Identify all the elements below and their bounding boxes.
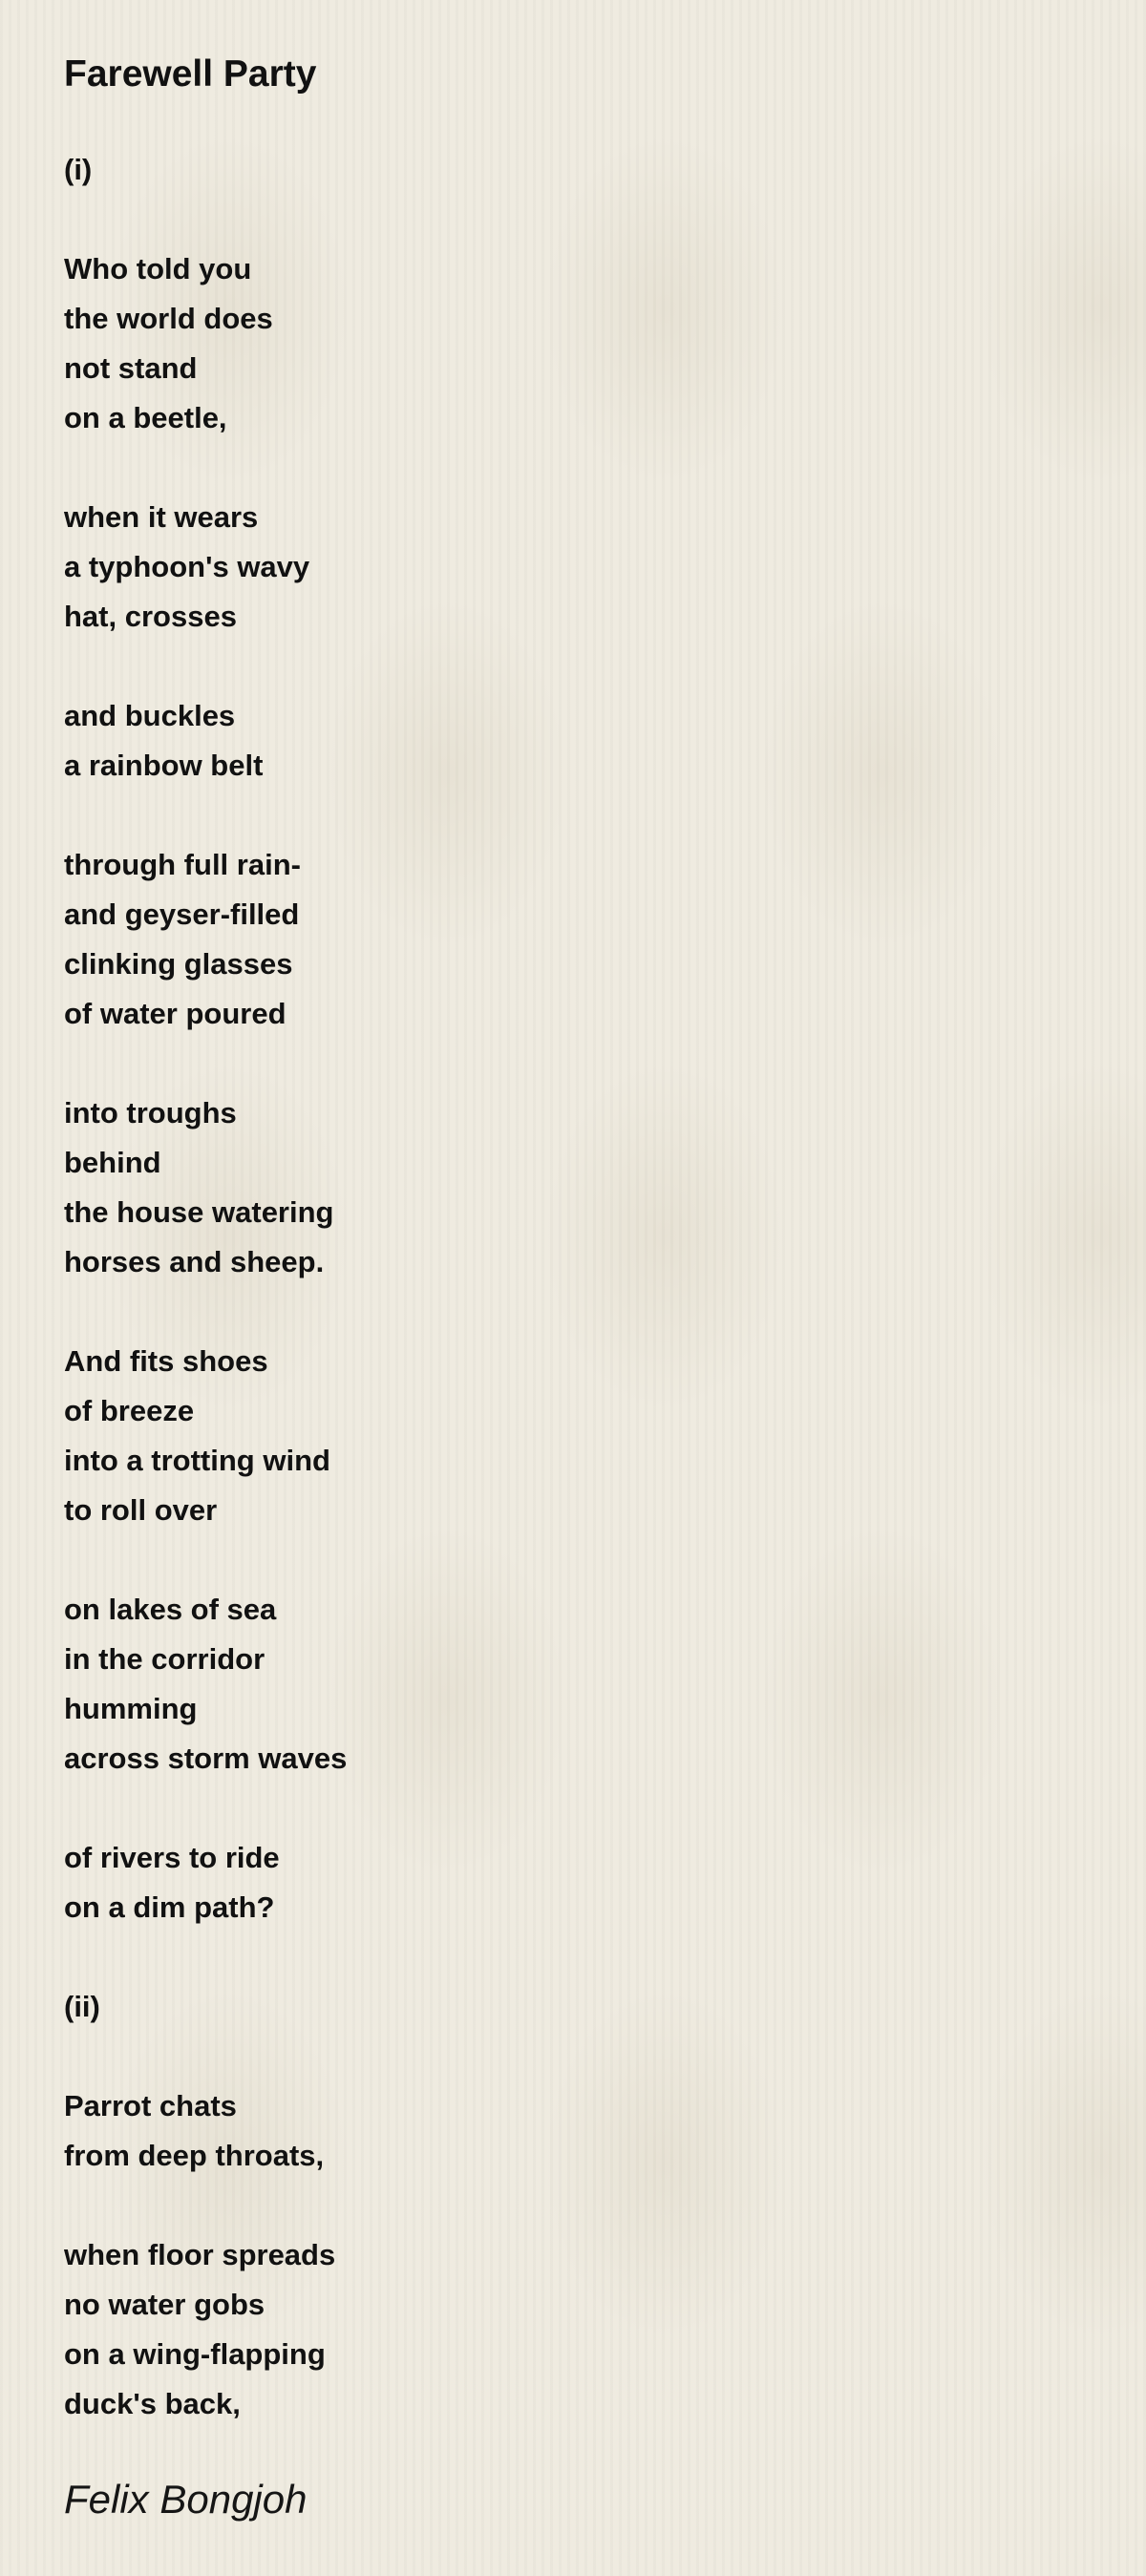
poem-line: Parrot chats	[64, 2089, 237, 2122]
poem-line: across storm waves	[64, 1742, 348, 1775]
poem-line: when floor spreads	[64, 2238, 336, 2271]
poem-line: of breeze	[64, 1394, 195, 1427]
poem-stanza	[64, 2230, 1095, 2429]
poem-line: behind	[64, 1146, 161, 1179]
poem-title: Farewell Party	[64, 53, 317, 95]
poem-line: and geyser-filled	[64, 897, 300, 931]
poem-stanza	[64, 1337, 1095, 1535]
poem-stanza	[64, 1982, 1095, 2032]
poem-line: the world does	[64, 302, 273, 335]
poem-line: on a wing-flapping	[64, 2337, 326, 2371]
poem-line: of water poured	[64, 997, 286, 1030]
poem-line: not stand	[64, 351, 198, 385]
poem-line: clinking glasses	[64, 947, 293, 981]
poem-author: Felix Bongjoh	[64, 2477, 308, 2522]
poem-body	[64, 145, 1095, 2429]
poem-line: from deep throats,	[64, 2139, 325, 2172]
poem-line: the house watering	[64, 1195, 334, 1229]
poem-stanza	[64, 1088, 1095, 1287]
poem-stanza	[64, 1833, 1095, 1932]
poem-line: and buckles	[64, 699, 236, 732]
poem-stanza	[64, 691, 1095, 791]
poem-stanza	[64, 145, 1095, 195]
poem-line: And fits shoes	[64, 1344, 268, 1378]
poem-line: into troughs	[64, 1096, 237, 1130]
poem-line: a typhoon's wavy	[64, 550, 310, 583]
poem-stanza	[64, 840, 1095, 1039]
poem-line: no water gobs	[64, 2288, 265, 2321]
poem-page	[64, 0, 1095, 2522]
poem-line: on a dim path?	[64, 1890, 275, 1924]
poem-line: in the corridor	[64, 1642, 265, 1676]
poem-stanza	[64, 244, 1095, 443]
poem-line: (ii)	[64, 1990, 100, 2023]
poem-line: (i)	[64, 153, 93, 186]
poem-line: when it wears	[64, 500, 259, 534]
poem-line: on a beetle,	[64, 401, 227, 434]
poem-line: on lakes of sea	[64, 1593, 277, 1626]
poem-stanza	[64, 1585, 1095, 1784]
poem-line: Who told you	[64, 252, 252, 285]
poem-line: humming	[64, 1692, 198, 1725]
poem-line: hat, crosses	[64, 600, 237, 633]
poem-stanza	[64, 2081, 1095, 2181]
poem-line: into a trotting wind	[64, 1444, 330, 1477]
poem-line: a rainbow belt	[64, 749, 264, 782]
poem-stanza	[64, 493, 1095, 642]
poem-line: of rivers to ride	[64, 1841, 280, 1874]
poem-line: to roll over	[64, 1493, 218, 1527]
poem-line: duck's back,	[64, 2387, 241, 2420]
poem-line: through full rain-	[64, 848, 301, 881]
poem-line: horses and sheep.	[64, 1245, 325, 1278]
